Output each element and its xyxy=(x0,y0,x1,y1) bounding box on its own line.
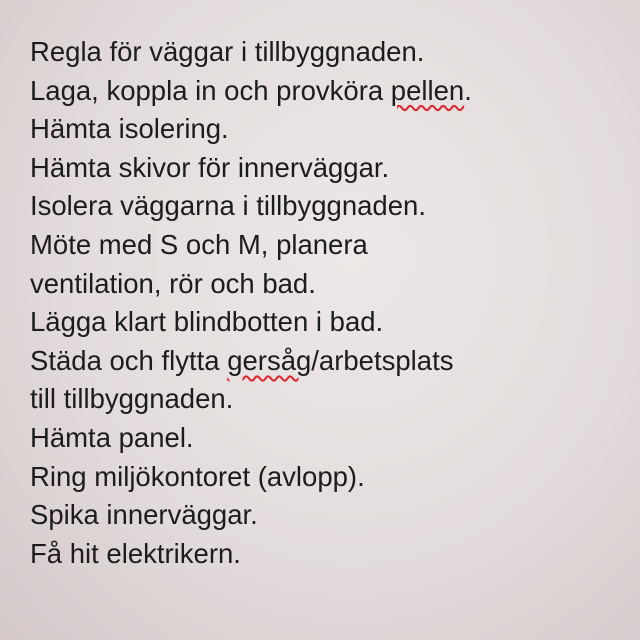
note-line-12: Ring miljökontoret (avlopp). xyxy=(30,460,365,492)
note-line-3: Hämta isolering. xyxy=(30,113,229,145)
note-line-9-start: Städa och flytta xyxy=(30,344,228,376)
note-lines xyxy=(30,33,472,573)
note-line-13: Spika innerväggar. xyxy=(30,499,258,531)
note-line-7: ventilation, rör och bad. xyxy=(30,267,316,299)
note-line-2 xyxy=(30,72,472,111)
misspelled-word-pellen[interactable]: pellen xyxy=(390,74,465,106)
note-line-10: till tillbyggnaden. xyxy=(30,383,234,415)
note-line-1: Regla för väggar i tillbyggnaden. xyxy=(30,36,425,67)
note-line-8: Lägga klart blindbotten i bad. xyxy=(30,306,384,338)
note-line-9 xyxy=(30,342,472,381)
note-line-2-start: Laga, koppla in och provköra xyxy=(30,74,391,106)
note-line-4: Hämta skivor för innerväggar. xyxy=(30,151,390,183)
note-line-5: Isolera väggarna i tillbyggnaden. xyxy=(30,190,426,222)
note-line-11: Hämta panel. xyxy=(30,421,194,453)
note-line-9-end: /arbetsplats xyxy=(311,344,454,376)
note-line-6: Möte med S och M, planera xyxy=(30,228,368,260)
note-line-2-end: . xyxy=(464,74,472,106)
note-line-14: Få hit elektrikern. xyxy=(30,537,241,569)
misspelled-word-gersag[interactable]: gersåg xyxy=(227,344,312,376)
